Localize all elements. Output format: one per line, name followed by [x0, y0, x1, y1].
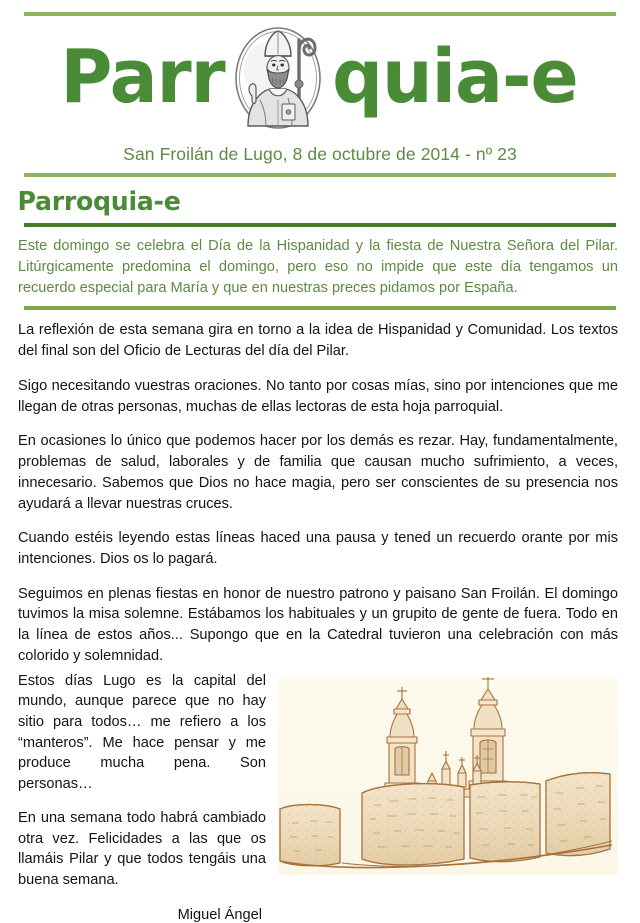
article-split-section: [0, 667, 640, 923]
bishop-medallion-icon: [231, 18, 325, 136]
logo-text-right: quia-e: [331, 34, 578, 120]
page-title: Parroquia-e: [17, 187, 181, 217]
body-paragraph: Cuando estéis leyendo estas líneas haced una pausa y tened un recuerdo orante por mis intenciones. Dios os lo pagará.: [18, 530, 618, 567]
body-paragraph: En ocasiones lo único que podemos hacer por los demás es rezar. Hay, fundamentalmente, problemas de salud, laborales y de familia que causan mucho sufrimiento, a veces, innecesario. Sabemos que Dios no hace magia, pero ser conscientes de su presencia nos ayudará a llevar nuestras cruces.: [18, 433, 618, 512]
rule-top: [24, 12, 616, 16]
split-text-column: [18, 671, 266, 923]
newsletter-page: [0, 12, 640, 923]
author-signature: Miguel Ángel: [177, 906, 262, 923]
dateline: San Froilán de Lugo, 8 de octubre de 2014 - nº 23: [123, 144, 517, 164]
masthead: [0, 18, 640, 136]
body-paragraph: Estos días Lugo es la capital del mundo, aunque parece que no hay sitio para todos… me refiero a los “manteros”. Me hace pensar y me produce mucha pena. Son personas…: [18, 672, 266, 793]
body-paragraph: La reflexión de esta semana gira en torno a la idea de Hispanidad y Comunidad. Los textos del final son del Oficio de Lecturas del día del Pilar.: [18, 322, 618, 360]
logo-text-left: Parr: [60, 34, 226, 120]
lugo-roman-wall-cathedral-illustration: [278, 677, 618, 875]
intro-paragraph: Este domingo se celebra el Día de la Hispanidad y la fiesta de Nuestra Señora del Pilar. Litúrgicamente predomina el domingo, pero eso no impide que este día tengamos un recuerdo especial para María y que en nuestras preces pidamos por España.: [18, 238, 618, 297]
body-paragraph: Sigo necesitando vuestras oraciones. No tanto por cosas mías, sino por intenciones que me llegan de otras personas, muchas de ellas lectoras de esta hoja parroquial.: [18, 377, 618, 415]
body-paragraph: En una semana todo habrá cambiado otra vez. Felicidades a las que os llamáis Pilar y que todos tengáis una buena semana.: [18, 809, 266, 888]
article-body: [0, 310, 640, 666]
body-paragraph: Seguimos en plenas fiestas en honor de nuestro patrono y paisano San Froilán. El domingo tuvimos la misa solemne. Estábamos los habituales y un grupito de gente de fuera. Todo en la línea de estos años... Supongo que en la Catedral tuvieron una celebración con más colorido y solemnidad.: [18, 585, 618, 664]
